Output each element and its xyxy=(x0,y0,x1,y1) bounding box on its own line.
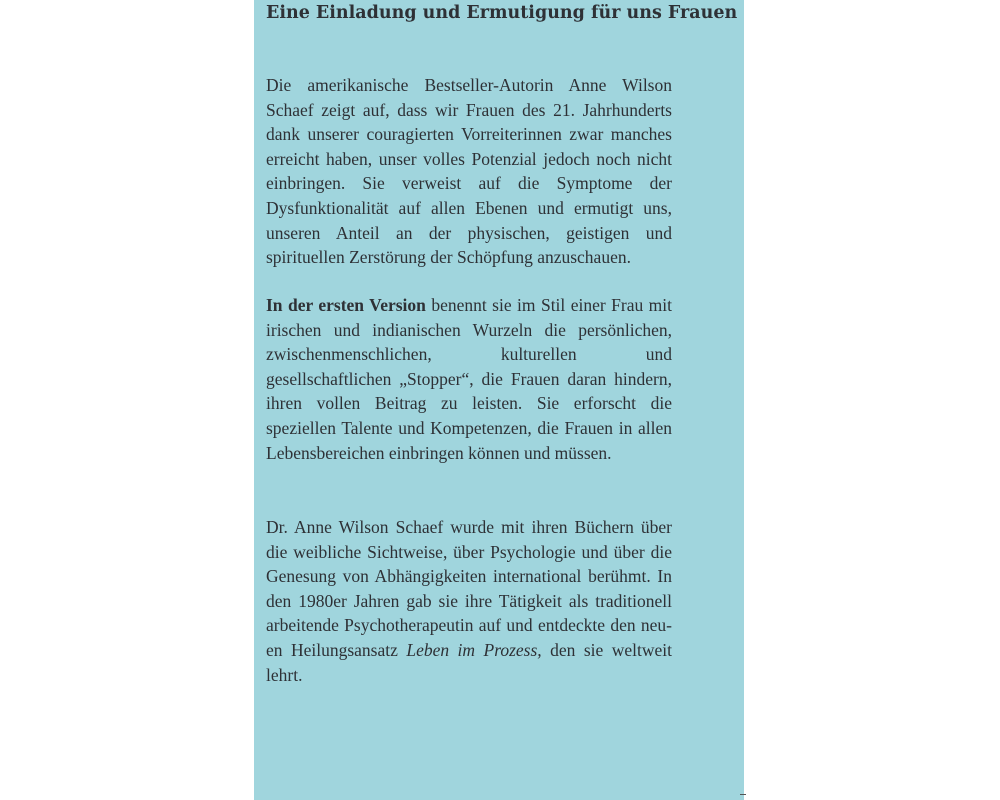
crop-mark xyxy=(740,794,746,795)
first-version-body: benennt sie im Stil einer Frau mit irischen und indianischen Wurzeln die persönlichen, zwischenmenschlichen, kulturellen und gesellschaftlichen „Stopper“, die Frauen daran hindern, ihren vollen Beitrag zu leisten. Sie erforscht die speziellen Talente und Kompetenzen, die Frauen in allen Lebensbereichen einbringen können und müssen. xyxy=(266,295,672,463)
author-bio-end: den sie weltweit lehrt. xyxy=(266,639,672,685)
intro-paragraph: Die amerikanische Bestseller-Autorin Anne Wilson Schaef zeigt auf, dass wir Frauen des 21. Jahrhunderts dank unserer couragierten Vorreiterinnen zwar manches erreicht haben, unser volles Potenzial jedoch noch nicht einbringen. Sie verweist auf die Symptome der Dysfunktionalität auf allen Ebenen und ermutigt uns, unseren Anteil an der physischen, geistigen und spirituellen Zerstörung der Schöpfung anzuschauen. xyxy=(266,75,672,268)
author-bio-text: Dr. Anne Wilson Schaef wurde mit ihren Büchern über die weibliche Sichtweise, über Psychologie und über die Genesung von Abhängigkeiten international berühmt. In den 1980er Jahren gab sie ihre Tätigkeit als traditionell arbeitende Psychotherapeutin auf und entdeckte den neuen Heilungsansatz xyxy=(266,517,672,660)
first-version-paragraph xyxy=(266,293,672,465)
first-version-lead: In der ersten Version xyxy=(266,295,426,315)
author-bio-paragraph xyxy=(266,515,672,687)
method-title: Leben im Prozess, xyxy=(406,639,542,660)
cover-heading: Eine Einladung und Ermutigung für uns Frauen xyxy=(266,3,738,23)
